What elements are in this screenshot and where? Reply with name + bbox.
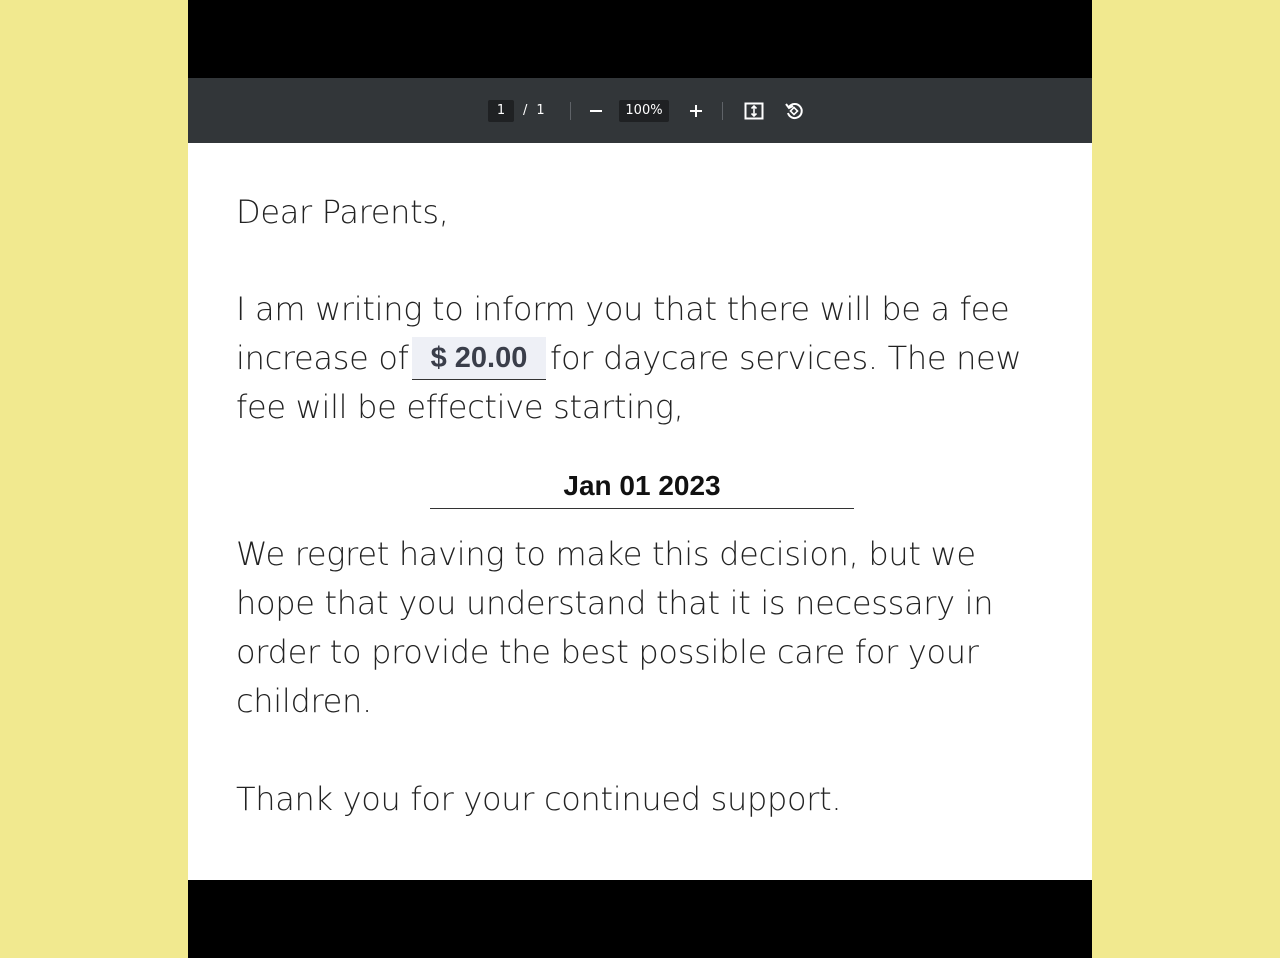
pdf-toolbar — [188, 78, 1092, 143]
letter-greeting: Dear Parents, — [236, 193, 449, 231]
pdf-viewer — [188, 0, 1092, 958]
effective-date-field[interactable]: Jan 01 2023 — [430, 463, 854, 509]
view-controls — [739, 78, 809, 143]
zoom-level-input[interactable]: 100% — [619, 100, 669, 122]
page-separator: / — [523, 103, 528, 118]
zoom-out-icon — [588, 103, 604, 119]
letter-line-prefix: increase of — [236, 339, 409, 377]
rotate-icon — [784, 101, 804, 121]
pdf-page — [188, 143, 1092, 880]
letter-line: children. — [236, 682, 372, 720]
zoom-controls — [581, 78, 711, 143]
page-navigation — [488, 78, 545, 143]
zoom-out-button[interactable] — [581, 96, 611, 126]
fit-page-icon — [744, 102, 764, 120]
page-number-input[interactable]: 1 — [488, 100, 514, 122]
zoom-in-icon — [688, 103, 704, 119]
rotate-button[interactable] — [779, 96, 809, 126]
toolbar-separator — [570, 78, 571, 143]
total-pages: 1 — [536, 103, 545, 118]
fee-amount-field[interactable]: $ 20.00 — [412, 337, 546, 380]
toolbar-separator — [722, 78, 723, 143]
letter-line-suffix: for daycare services. The new — [550, 339, 1022, 377]
divider — [722, 102, 723, 120]
letter-line: We regret having to make this decision, but we — [236, 535, 976, 573]
zoom-in-button[interactable] — [681, 96, 711, 126]
letter-line: hope that you understand that it is necessary in — [236, 584, 994, 622]
letter-line: order to provide the best possible care for your — [236, 633, 979, 671]
divider — [570, 102, 571, 120]
letter-closing: Thank you for your continued support. — [236, 780, 842, 818]
fit-page-button[interactable] — [739, 96, 769, 126]
letter-line: I am writing to inform you that there will be a fee — [236, 290, 1010, 328]
letter-line: fee will be effective starting, — [236, 388, 684, 426]
